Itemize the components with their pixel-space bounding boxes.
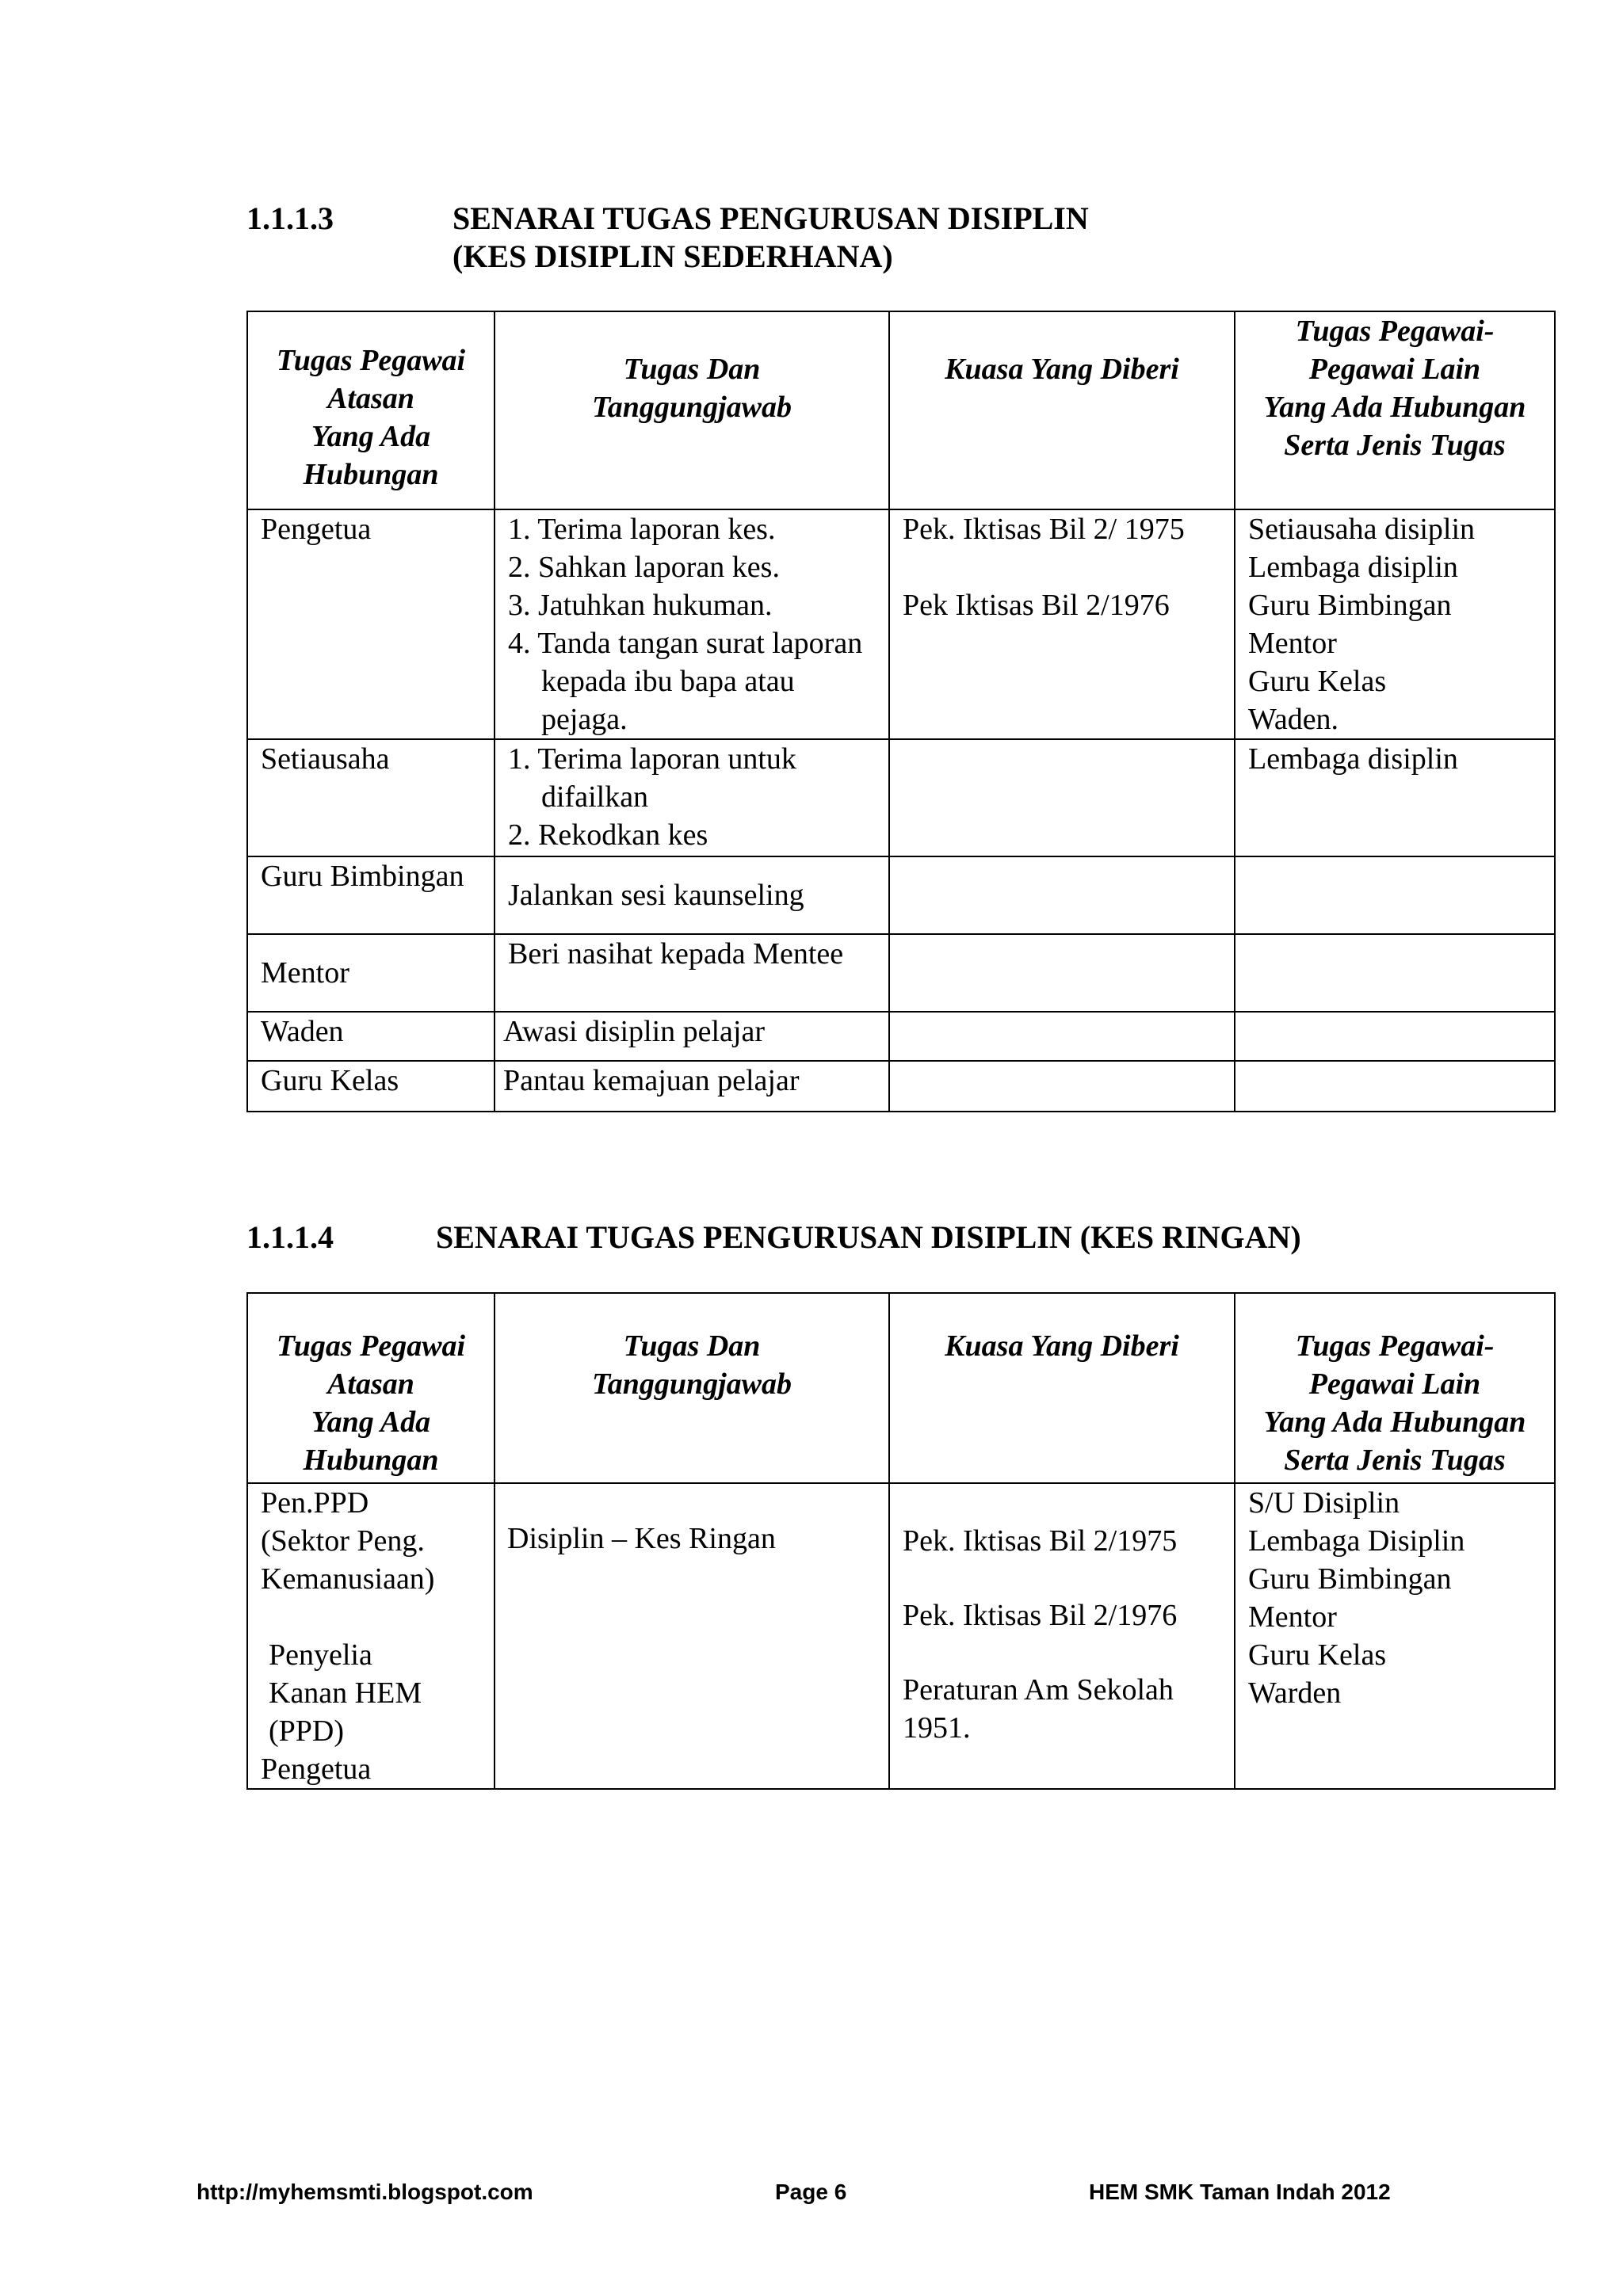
cell-other-officers [1235, 1012, 1555, 1061]
table-header-row [247, 1293, 1555, 1483]
header-duties: Tugas Dan Tanggungjawab [495, 311, 889, 509]
cell-officer: Setiausaha [247, 739, 495, 856]
table-row [247, 1483, 1555, 1789]
cell-powers: Pek. Iktisas Bil 2/1975 Pek. Iktisas Bil 2/1976 Peraturan Am Sekolah 1951. [889, 1483, 1235, 1789]
cell-officer: Waden [247, 1012, 495, 1061]
section-title-line-2: (KES DISIPLIN SEDERHANA) [453, 238, 893, 274]
footer-school-name: HEM SMK Taman Indah 2012 [1089, 2180, 1391, 2204]
cell-duties: Beri nasihat kepada Mentee [495, 934, 889, 1012]
header-other-officers: Tugas Pegawai- Pegawai Lain Yang Ada Hubungan Serta Jenis Tugas [1235, 1293, 1555, 1483]
section-title [453, 200, 1089, 276]
cell-officer: Guru Bimbingan [247, 856, 495, 934]
section-number: 1.1.1.4 [246, 1219, 334, 1255]
section-number: 1.1.1.3 [246, 200, 334, 236]
cell-officer: Mentor [247, 934, 495, 1012]
cell-powers [889, 1012, 1235, 1061]
cell-powers [889, 739, 1235, 856]
duty-table-sederhana [246, 311, 1556, 1112]
cell-duties: Jalankan sesi kaunseling [495, 856, 889, 934]
cell-duties: Awasi disiplin pelajar [495, 1012, 889, 1061]
cell-other-officers [1235, 856, 1555, 934]
cell-duties: Pantau kemajuan pelajar [495, 1061, 889, 1112]
table-row [247, 1012, 1555, 1061]
cell-powers [889, 856, 1235, 934]
section-title: SENARAI TUGAS PENGURUSAN DISIPLIN (KES RINGAN) [436, 1219, 1301, 1255]
table-header-row [247, 311, 1555, 509]
header-other-officers: Tugas Pegawai- Pegawai Lain Yang Ada Hubungan Serta Jenis Tugas [1235, 311, 1555, 509]
table-row [247, 934, 1555, 1012]
cell-powers [889, 1061, 1235, 1112]
duty-table-ringan [246, 1292, 1556, 1790]
cell-other-officers: S/U Disiplin Lembaga Disiplin Guru Bimbingan Mentor Guru Kelas Warden [1235, 1483, 1555, 1789]
section-heading-ringan [246, 1219, 1514, 1258]
footer-page-number: Page 6 [775, 2180, 847, 2204]
cell-powers: Pek. Iktisas Bil 2/ 1975 Pek Iktisas Bil 2/1976 [889, 509, 1235, 739]
footer-url[interactable]: http://myhemsmti.blogspot.com [197, 2180, 533, 2204]
cell-other-officers: Lembaga disiplin [1235, 739, 1555, 856]
header-duties: Tugas Dan Tanggungjawab [495, 1293, 889, 1483]
cell-other-officers [1235, 1061, 1555, 1112]
header-powers: Kuasa Yang Diberi [889, 1293, 1235, 1483]
cell-officer: Guru Kelas [247, 1061, 495, 1112]
table-row [247, 509, 1555, 739]
cell-other-officers [1235, 934, 1555, 1012]
cell-officer: Pengetua [247, 509, 495, 739]
header-officer: Tugas Pegawai Atasan Yang Ada Hubungan [247, 311, 495, 509]
cell-duties: 1. Terima laporan kes. 2. Sahkan laporan kes. 3. Jatuhkan hukuman. 4. Tanda tangan surat laporan kepada ibu bapa atau pejaga. [495, 509, 889, 739]
section-heading-sederhana [246, 200, 1514, 279]
section-title-line-1: SENARAI TUGAS PENGURUSAN DISIPLIN [453, 200, 1089, 236]
table-row [247, 856, 1555, 934]
cell-other-officers: Setiausaha disiplin Lembaga disiplin Guru Bimbingan Mentor Guru Kelas Waden. [1235, 509, 1555, 739]
header-officer: Tugas Pegawai Atasan Yang Ada Hubungan [247, 1293, 495, 1483]
header-powers: Kuasa Yang Diberi [889, 311, 1235, 509]
cell-duties: 1. Terima laporan untuk difailkan 2. Rekodkan kes [495, 739, 889, 856]
table2-duty-text: Disiplin – Kes Ringan [507, 1522, 776, 1555]
cell-powers [889, 934, 1235, 1012]
cell-officer: Pen.PPD (Sektor Peng. Kemanusiaan) Penyelia Kanan HEM (PPD) Pengetua [247, 1483, 495, 1789]
table-row [247, 1061, 1555, 1112]
table-row [247, 739, 1555, 856]
